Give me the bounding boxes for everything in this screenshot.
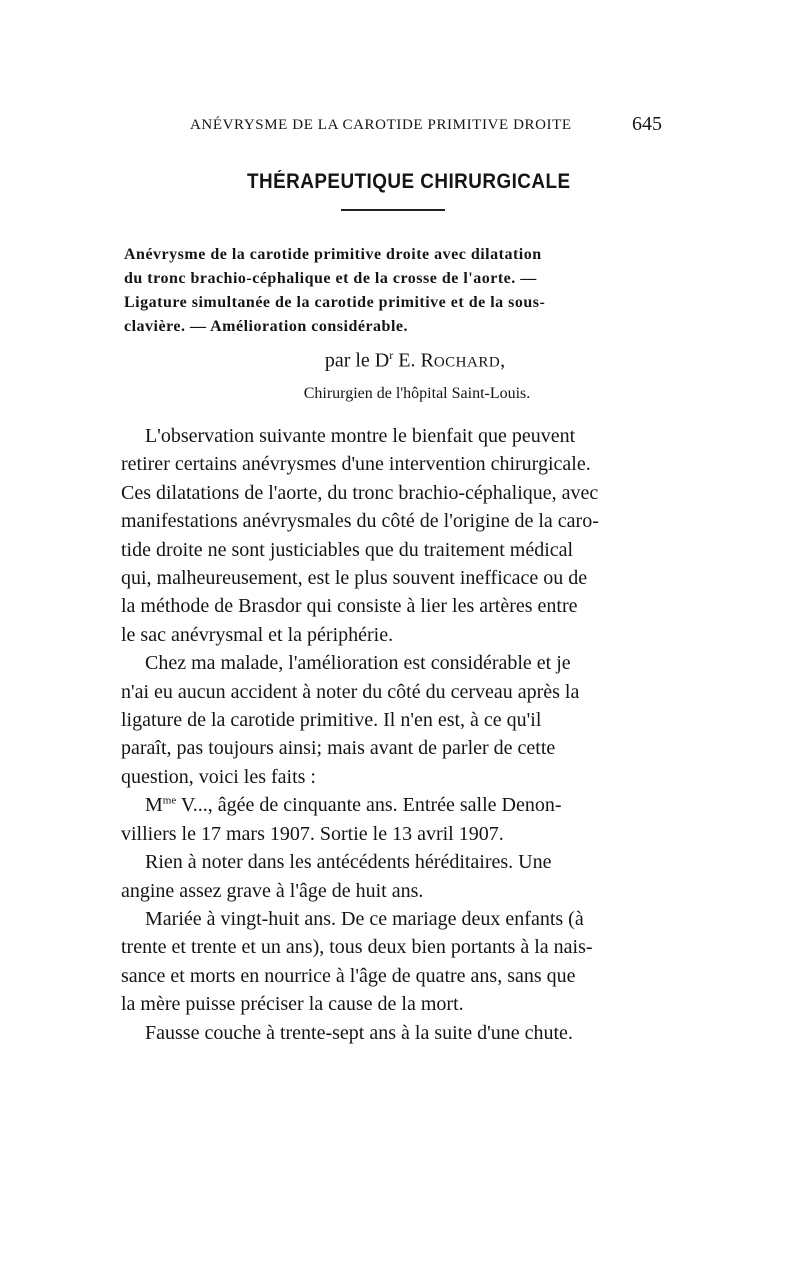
- page-number: 645: [632, 113, 662, 135]
- text-line: angine assez grave à l'âge de huit ans.: [121, 879, 424, 902]
- article-heading: [124, 243, 672, 339]
- text-line: Ces dilatations de l'aorte, du tronc brachio-céphalique, avec: [121, 481, 599, 504]
- mme-abbrev: M: [145, 794, 163, 817]
- text-line: qui, malheureusement, est le plus souvent inefficace ou de: [121, 567, 588, 590]
- text-line: trente et trente et un ans), tous deux bien portants à la nais-: [121, 936, 593, 959]
- text-line: n'ai eu aucun accident à noter du côté du cerveau après la: [121, 680, 580, 703]
- heading-line: Anévrysme de la carotide primitive droite avec dilatation: [124, 246, 542, 263]
- text-line: [121, 791, 669, 819]
- text-line: la mère puisse préciser la cause de la mort.: [121, 993, 464, 1016]
- running-title: ANÉVRYSME DE LA CAROTIDE PRIMITIVE DROITE: [190, 117, 572, 133]
- text-line: villiers le 17 mars 1907. Sortie le 13 avril 1907.: [121, 822, 504, 845]
- text-line: tide droite ne sont justiciables que du traitement médical: [121, 538, 574, 561]
- text-line: Fausse couche à trente-sept ans à la suite d'une chute.: [145, 1021, 573, 1044]
- author-byline: [0, 348, 800, 373]
- text-line: paraît, pas toujours ainsi; mais avant de parler de cette: [121, 737, 556, 760]
- author-surname: OCHARD: [433, 354, 501, 371]
- heading-line: du tronc brachio-céphalique et de la crosse de l'aorte. —: [124, 270, 537, 287]
- text-line: question, voici les faits :: [121, 765, 316, 788]
- text-line: le sac anévrysmal et la périphérie.: [121, 623, 394, 646]
- author-initial: E. R: [393, 349, 434, 372]
- text-line: Mariée à vingt-huit ans. De ce mariage deux enfants (à: [145, 907, 584, 930]
- mme-sup: me: [162, 794, 177, 807]
- text-line: ligature de la carotide primitive. Il n'en est, à ce qu'il: [121, 709, 542, 732]
- author-affiliation: Chirurgien de l'hôpital Saint-Louis.: [303, 385, 531, 402]
- text-line: Rien à noter dans les antécédents héréditaires. Une: [145, 851, 552, 874]
- text-line: sance et morts en nourrice à l'âge de quatre ans, sans que: [121, 964, 576, 987]
- text-line: la méthode de Brasdor qui consiste à lier les artères entre: [121, 595, 578, 618]
- text-line: L'observation suivante montre le bienfait que peuvent: [145, 425, 576, 447]
- section-title: THÉRAPEUTIQUE CHIRURGICALE: [247, 170, 571, 193]
- text-fragment: V..., âgée de cinquante ans. Entrée salle Denon-: [176, 794, 562, 817]
- author-suffix: ,: [500, 349, 506, 372]
- body-text: [121, 422, 669, 1047]
- heading-line: clavière. — Amélioration considérable.: [124, 318, 408, 335]
- text-line: retirer certains anévrysmes d'une intervention chirurgicale.: [121, 453, 591, 476]
- title-divider: [341, 209, 445, 211]
- text-line: manifestations anévrysmales du côté de l'origine de la caro-: [121, 510, 599, 533]
- author-prefix: par le D: [324, 349, 390, 372]
- author-title-sup: r: [389, 348, 394, 362]
- text-line: Chez ma malade, l'amélioration est considérable et je: [145, 652, 571, 675]
- heading-line: Ligature simultanée de la carotide primitive et de la sous-: [124, 294, 546, 311]
